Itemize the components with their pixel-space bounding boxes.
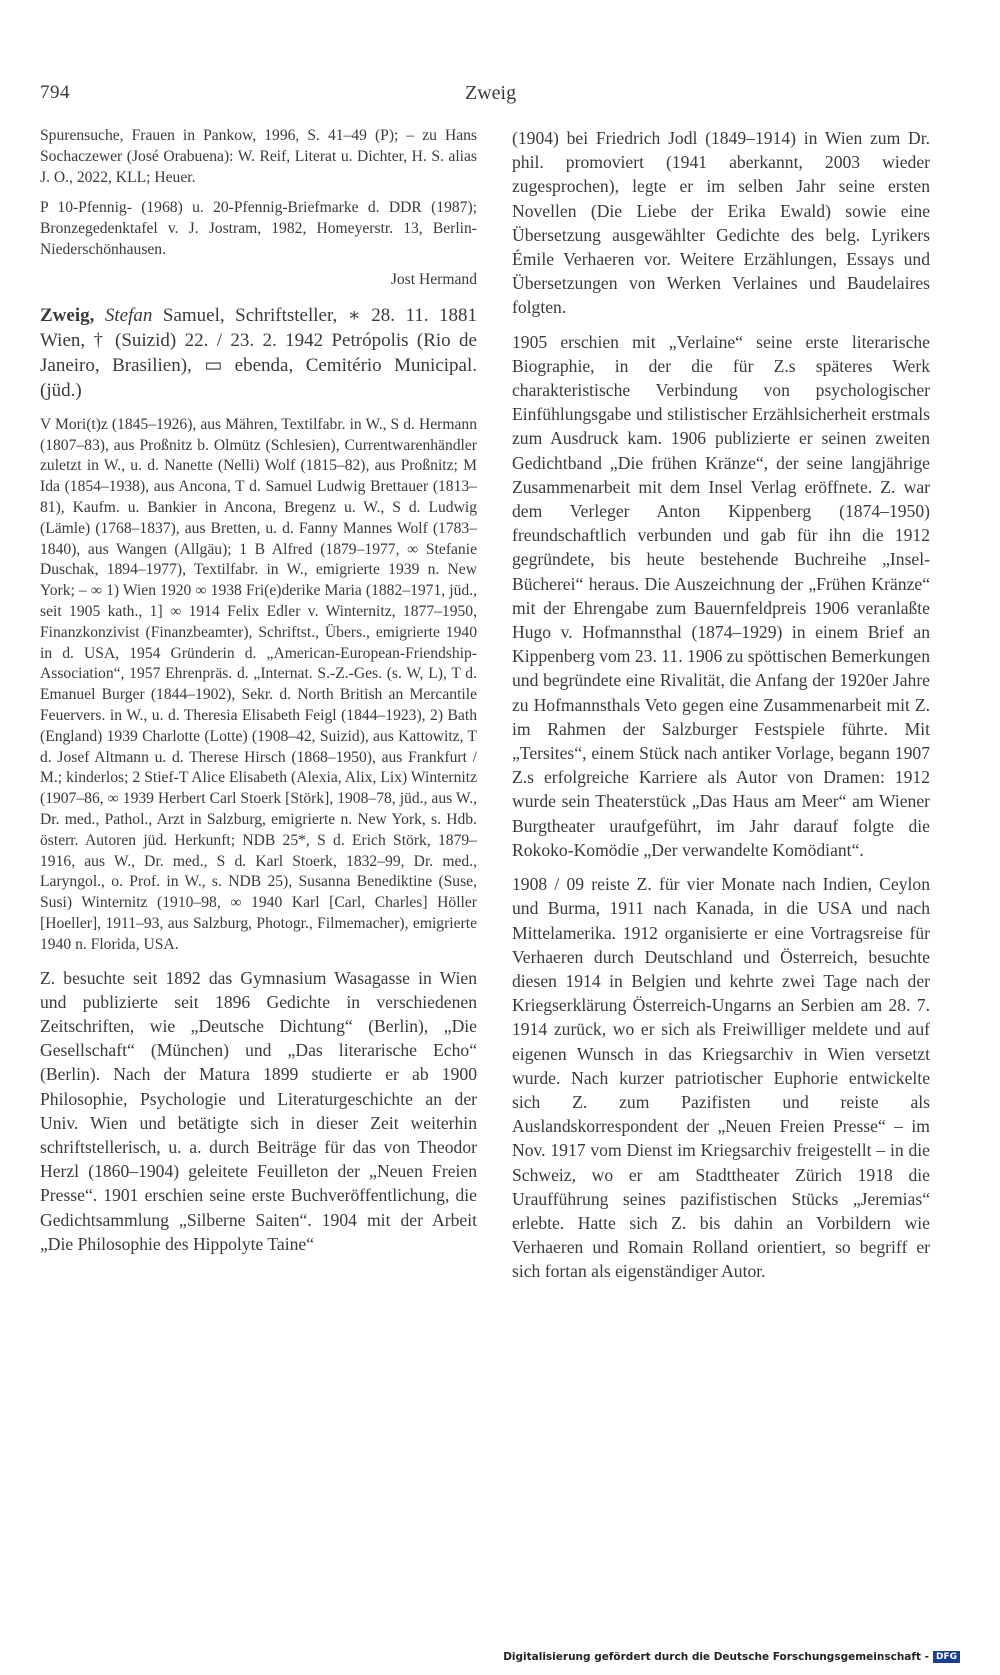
right-column [512, 126, 930, 1294]
entry-surname: Zweig, [40, 304, 95, 326]
bibliography-paragraph: Spurensuche, Frauen in Pankow, 1996, S. 41–49 (P); – zu Hans Sochaczewer (José Orabuena): W. Reif, Literat u. Dichter, H. S. alias J. O., 2022, KLL; Heuer. [40, 127, 477, 186]
footer-text: Digitalisierung gefördert durch die Deutsche Forschungsgemeinschaft - [503, 1651, 929, 1663]
entry-heading [40, 303, 477, 403]
genealogy-paragraph: V Mori(t)z (1845–1926), aus Mähren, Textilfabr. in W., S d. Hermann (1807–83), aus Proßnitz b. Olmütz (Schlesien), Currentwarenhändler zuletzt in W., u. d. Nanette (Nelli) Wolf (1815–82), aus Proßnitz; M Ida (1854–1938), aus Ancona, T d. Samuel Ludwig Brettauer (1813–81), Kaufm. u. Bankier in Ancona, Bregenz u. W., S d. Ludwig (Lämle) (1768–1837), aus Bretten, u. d. Fanny Mannes Wolf (1783–1840), aus Wangen (Allgäu); 1 B Alfred (1879–1977, ∞ Stefanie Duschak, 1894–1977), Textilfabr. in W., emigrierte 1939 n. New York; – ∞ 1) Wien 1920 ∞ 1938 Fri(e)derike Maria (1882–1971, jüd., seit 1905 kath., 1] ∞ 1914 Felix Edler v. Winternitz, 1877–1950, Finanzkonzivist (Finanzbeamter), Schriftst., Übers., emigrierte 1940 in d. USA, 1954 Gründerin d. „American-European-Friendship-Association“, 1957 Ehrenpräs. d. „Internat. S.-Z.-Ges. (s. W, L), T d. Emanuel Burger (1844–1902), Sekr. d. North British an Mercantile Feuervers. in W., u. d. Theresia Elisabeth Feigl (1844–1923), 2) Bath (England) 1939 Charlotte (Lotte) (1908–42, Suizid), aus Kattowitz, T d. Josef Altmann u. d. Therese Hirsch (1868–1950), aus Frankfurt / M.; kinderlos; 2 Stief-T Alice Elisabeth (Alexia, Alix, Lix) Winternitz (1907–86, ∞ 1939 Herbert Carl Stoerk [Störk], 1908–78, jüd., aus W., Dr. med., Pathol., Arzt in Salzburg, emigrierte n. New York, s. Hdb. österr. Autoren jüd. Herkunft; NDB 25*, S d. Erich Störk, 1879–1916, aus W., Dr. med., S d. Karl Stoerk, 1832–99, Dr. med., Laryngol., o. Prof. in W., s. NDB 25), Susanna Benediktine (Suse, Susi) Winternitz (1910–98, ∞ 1940 Karl [Carl, Charles] Höller [Hoeller], 1911–93, aus Salzburg, Photogr., Filmemacher), emigrierte 1940 n. Florida, USA. [40, 415, 477, 953]
body-paragraph-4: 1908 / 09 reiste Z. für vier Monate nach Indien, Ceylon und Burma, 1911 nach Kanada, in die USA und nach Mittelamerika. 1912 organisierte er eine Vortragsreise für Verhaeren durch Deutschland und Österreich, besuchte diesen 1914 in Belgien und kehrte zwei Tage nach der Kriegserklärung Österreich-Ungarns an Serbien am 28. 7. 1914 zurück, wo er sich als Freiwilliger meldete und auf eigenen Wunsch in das Kriegsarchiv in Wien versetzt wurde. Nach kurzer patriotischer Euphorie entwickelte sich Z. zum Pazifisten und reiste als Auslandskorrespondent der „Neuen Freien Presse“ – im Nov. 1917 vom Dienst im Kriegsarchiv freigestellt – in die Schweiz, wo er am Stadttheater Zürich 1918 die Uraufführung seines pazifistischen Stücks „Jeremias“ erlebte. Hatte sich Z. bis dahin an Vorbildern wie Verhaeren und Romain Rolland orientiert, so begriff er sich fortan als eigenständiger Autor. [512, 874, 930, 1282]
body-paragraph-2: (1904) bei Friedrich Jodl (1849–1914) in Wien zum Dr. phil. promoviert (1941 aberkannt, 2003 wieder zugesprochen), legte er im selben Jahr seine ersten Novellen (Die Liebe der Erika Ewald) sowie eine Übersetzung ausgewählter Gedichte des belg. Lyrikers Émile Verhaeren vor. Weitere Erzählungen, Essays und Übersetzungen von Werken Verlaines und Baudelaires folgten. [512, 128, 930, 318]
running-head: Zweig [465, 82, 517, 104]
entry-first-name: Stefan [104, 304, 153, 326]
footer-credit [503, 1651, 960, 1663]
memorial-paragraph: P 10-Pfennig- (1968) u. 20-Pfennig-Briefmarke d. DDR (1987); Bronzegedenktafel v. J. Jostram, 1982, Homeyerstr. 13, Berlin-Niederschönhausen. [40, 199, 477, 258]
left-column [40, 126, 477, 1266]
author-signature: Jost Hermand [390, 270, 477, 288]
page-number: 794 [40, 82, 70, 103]
entry-heading-details: Samuel, Schriftsteller, ∗ 28. 11. 1881 Wien, † (Suizid) 22. / 23. 2. 1942 Petrópolis (Rio de Janeiro, Brasilien), ▭ ebenda, Cemitério Municipal. (jüd.) [40, 304, 478, 401]
dfg-logo: DFG [933, 1651, 960, 1663]
body-paragraph-1: Z. besuchte seit 1892 das Gymnasium Wasagasse in Wien und publizierte seit 1896 Gedichte in verschiedenen Zeitschriften, wie „Deutsche Dichtung“ (Berlin), „Die Gesellschaft“ (München) und „Das literarische Echo“ (Berlin). Nach der Matura 1899 studierte er ab 1900 Philosophie, Psychologie und Literaturgeschichte an der Univ. Wien und betätigte sich in dieser Zeit weiterhin schriftstellerisch, u. a. durch Beiträge für das von Theodor Herzl (1860–1904) geleitete Feuilleton der „Neuen Freien Presse“. 1901 erschien seine erste Buchveröffentlichung, die Gedichtsammlung „Silberne Saiten“. 1904 mit der Arbeit „Die Philosophie des Hippolyte Taine“ [40, 967, 477, 1254]
body-paragraph-3: 1905 erschien mit „Verlaine“ seine erste literarische Biographie, in der die für Z.s späteres Werk charakteristische Verbindung von psychologischer Einfühlungsgabe und stilistischer Erzählsicherheit erstmals zum Ausdruck kam. 1906 publizierte er seinen zweiten Gedichtband „Die frühen Kränze“, der seine langjährige Zusammenarbeit mit dem Insel Verlag eröffnete. Z. war dem Verleger Anton Kippenberg (1874–1950) freundschaftlich verbunden und gab für ihn die 1912 gegründete, bis heute bestehende Buchreihe „Insel-Bücherei“ heraus. Die Auszeichnung der „Frühen Kränze“ mit der Ehrengabe zum Bauernfeldpreis 1906 veranlaßte Hugo v. Hofmannsthal (1874–1929) in einem Brief an Kippenberg vom 23. 11. 1906 zu spöttischen Bemerkungen und begründete eine Rivalität, die Anfang der 1920er Jahre zu Hofmannsthals Veto gegen eine Zusammenarbeit mit Z. im Rahmen der Salzburger Festspiele führte. Mit „Tersites“, einem Stück nach antiker Vorlage, begann 1907 Z.s erfolgreiche Karriere als Autor von Dramen: 1912 wurde sein Theaterstück „Das Haus am Meer“ am Wiener Burgtheater uraufgeführt, im Jahr darauf folgte die Rokoko-Komödie „Der verwandelte Komödiant“. [512, 331, 930, 860]
